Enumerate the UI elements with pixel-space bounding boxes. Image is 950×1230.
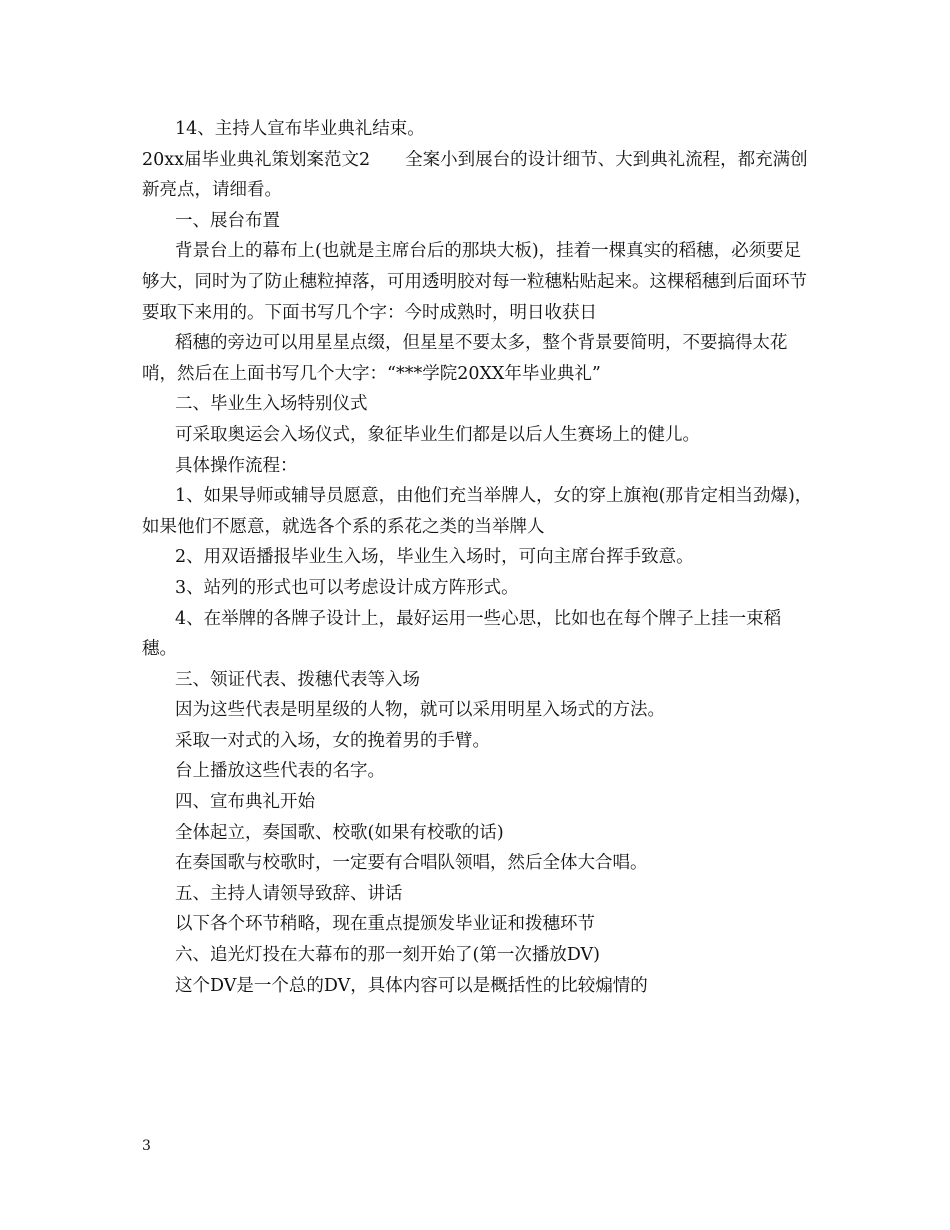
paragraph: 因为这些代表是明星级的人物，就可以采用明星入场式的方法。 [175, 700, 665, 721]
list-item: 4、在举牌的各牌子设计上，最好运用一些心思，比如也在每个牌子上挂一束稻穗。 [142, 608, 782, 660]
paragraph: 台上播放这些代表的名字。 [175, 761, 385, 782]
paragraph: 这个DV是一个总的DV，具体内容可以是概括性的比较煽情的 [175, 975, 648, 996]
section-heading: 三、领证代表、拨穗代表等入场 [175, 669, 420, 690]
paragraph: 20xx届毕业典礼策划案范文2 全案小到展台的设计细节、大到典礼流程，都充满创新亮点，请细看。 [142, 149, 808, 201]
document-body [142, 114, 814, 1001]
section-heading: 一、展台布置 [175, 210, 280, 231]
list-item: 3、站列的形式也可以考虑设计成方阵形式。 [175, 577, 519, 598]
paragraph: 具体操作流程： [175, 455, 298, 476]
section-heading: 六、追光灯投在大幕布的那一刻开始了(第一次播放DV) [175, 945, 601, 966]
paragraph: 背景台上的幕布上(也就是主席台后的那块大板)，挂着一棵真实的稻穗，必须要足够大，同时为了防止穗粒掉落，可用透明胶对每一粒穗粘贴起来。这棵稻穗到后面环节要取下来用的。下面书写几个字：今时成熟时，明日收获日 [142, 241, 807, 323]
paragraph: 稻穗的旁边可以用星星点缀，但星星不要太多，整个背景要简明，不要搞得太花哨，然后在上面书写几个大字：“***学院20XX年毕业典礼” [142, 333, 788, 384]
paragraph: 采取一对式的入场，女的挽着男的手臂。 [175, 730, 490, 751]
section-heading: 五、主持人请领导致辞、讲话 [175, 883, 403, 904]
paragraph: 可采取奥运会入场仪式，象征毕业生们都是以后人生赛场上的健儿。 [175, 424, 700, 445]
paragraph: 在奏国歌与校歌时，一定要有合唱队领唱，然后全体大合唱。 [175, 853, 648, 874]
paragraph: 全体起立，奏国歌、校歌(如果有校歌的话) [175, 822, 504, 843]
list-item: 1、如果导师或辅导员愿意，由他们充当举牌人，女的穿上旗袍(那肯定相当劲爆)，如果他们不愿意，就选各个系的系花之类的当举牌人 [142, 486, 813, 537]
section-heading: 二、毕业生入场特别仪式 [175, 394, 368, 415]
section-heading: 四、宣布典礼开始 [175, 792, 315, 813]
paragraph: 以下各个环节稍略，现在重点提颁发毕业证和拨穗环节 [175, 914, 595, 935]
list-item: 2、用双语播报毕业生入场，毕业生入场时，可向主席台挥手致意。 [175, 547, 694, 568]
paragraph: 14、主持人宣布毕业典礼结束。 [175, 119, 425, 139]
page-number: 3 [142, 1138, 151, 1154]
